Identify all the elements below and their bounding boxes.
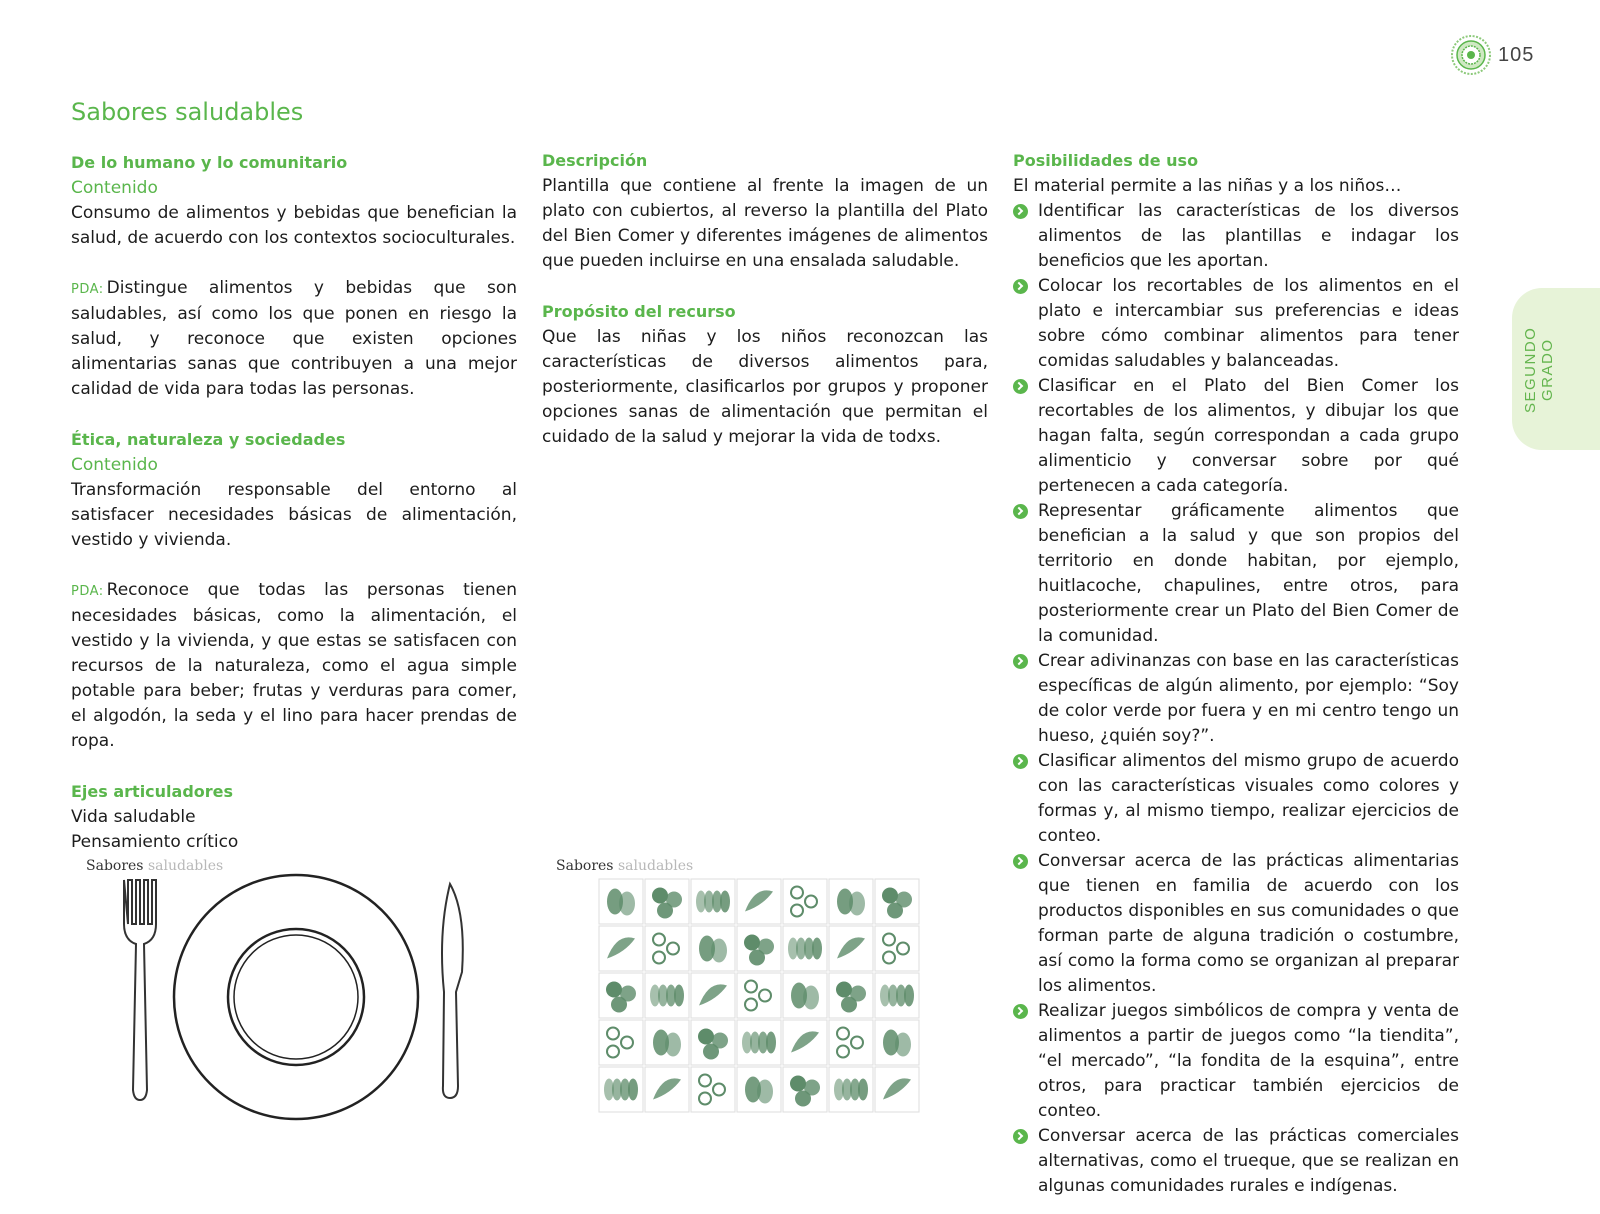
page-title: Sabores saludables	[71, 98, 304, 126]
food-cutout-icon	[691, 879, 735, 924]
uses-list	[1013, 199, 1459, 1199]
pda-label: PDA:	[71, 282, 104, 297]
pda-paragraph	[71, 578, 517, 754]
food-cutout-icon	[599, 926, 643, 971]
food-cutout-icon	[829, 926, 873, 971]
food-cutout-icon	[829, 1020, 873, 1065]
food-cutout-icon	[599, 1020, 643, 1065]
food-cutout-icon	[875, 1020, 919, 1065]
chevron-bullet-icon	[1013, 279, 1028, 294]
plate-icon	[174, 875, 418, 1119]
food-cutout-icon	[783, 1067, 827, 1112]
food-cutout-icon	[645, 1020, 689, 1065]
chevron-bullet-icon	[1013, 1129, 1028, 1144]
chevron-bullet-icon	[1013, 1004, 1028, 1019]
plate-template-illustration	[110, 872, 480, 1122]
pda-text: Distingue alimentos y bebidas que son saludables, así como los que ponen en riesgo la salud, y reconoce que existen opciones alimentarias sanas que contribuyen a una mejor calidad de vida para todas las personas.	[71, 278, 517, 399]
ejes-heading: Ejes articuladores	[71, 782, 234, 801]
food-cutout-icon	[691, 1020, 735, 1065]
knife-icon	[442, 884, 463, 1098]
food-cutout-icon	[875, 926, 919, 971]
description-body: Plantilla que contiene al frente la imagen de un plato con cubiertos, al reverso la plantilla del Plato del Bien Comer y diferentes imágenes de alimentos que pueden incluirse en una ensalada saludable.	[542, 176, 988, 271]
food-cutout-icon	[783, 926, 827, 971]
food-cutout-icon	[829, 1067, 873, 1112]
eje-item: Vida saludable	[71, 807, 196, 827]
food-cutout-icon	[599, 879, 643, 924]
eje-item: Pensamiento crítico	[71, 832, 239, 852]
list-item: Clasificar en el Plato del Bien Comer los recortables de los alimentos, y dibujar los que hagan falta, según correspondan a cada grupo alimenticio y conversar sobre por qué pertenecen a cada categoría.	[1013, 374, 1459, 499]
pda-label: PDA:	[71, 584, 104, 599]
fork-icon	[124, 880, 156, 1100]
chevron-bullet-icon	[1013, 504, 1028, 519]
left-column	[71, 150, 517, 855]
list-item: Realizar juegos simbólicos de compra y venta de alimentos a partir de juegos como “la tiendita”, “el mercado”, “la fondita de la esquina”, entre otros, para practicar también ejercicios de conteo.	[1013, 999, 1459, 1124]
section-heading: Ética, naturaleza y sociedades	[71, 430, 346, 449]
pda-paragraph	[71, 276, 517, 402]
food-cutout-icon	[645, 879, 689, 924]
food-cutout-icon	[691, 973, 735, 1018]
middle-column	[542, 148, 988, 450]
food-cutout-icon	[875, 973, 919, 1018]
food-cutout-icon	[875, 879, 919, 924]
food-cutout-icon	[691, 926, 735, 971]
chevron-bullet-icon	[1013, 654, 1028, 669]
description-heading: Descripción	[542, 151, 648, 170]
food-cutout-icon	[737, 926, 781, 971]
section-body: Transformación responsable del entorno al satisfacer necesidades básicas de alimentación, vestido y vivienda.	[71, 480, 517, 550]
food-cutout-icon	[691, 1067, 735, 1112]
food-cutout-icon	[783, 879, 827, 924]
list-item: Conversar acerca de las prácticas comerciales alternativas, como el trueque, que se realizan en algunas comunidades rurales e indígenas.	[1013, 1124, 1459, 1199]
purpose-heading: Propósito del recurso	[542, 302, 736, 321]
food-cutout-icon	[875, 1067, 919, 1112]
food-cutout-icon	[645, 1067, 689, 1112]
list-item: Crear adivinanzas con base en las características específicas de algún alimento, por ejemplo: “Soy de color verde por fuera y en mi centro tengo un hueso, ¿quién soy?”.	[1013, 649, 1459, 749]
medallion-icon	[1450, 34, 1492, 76]
chevron-bullet-icon	[1013, 379, 1028, 394]
food-cutout-icon	[829, 879, 873, 924]
pda-text: Reconoce que todas las personas tienen necesidades básicas, como la alimentación, el vestido y la vivienda, y que estas se satisfacen con recursos de la naturaleza, como el agua simple potable para beber; frutas y verduras para comer, el algodón, la seda y el lino para hacer prendas de ropa.	[71, 580, 517, 751]
section-heading: De lo humano y lo comunitario	[71, 153, 348, 172]
section-body: Consumo de alimentos y bebidas que benefician la salud, de acuerdo con los contextos socioculturales.	[71, 203, 517, 248]
food-cutout-icon	[829, 973, 873, 1018]
list-item: Conversar acerca de las prácticas alimentarias que tienen en familia de acuerdo con los productos disponibles en sus comunidades o que forman parte de alguna tradición o costumbre, así como la forma como se organizan al preparar los alimentos.	[1013, 849, 1459, 999]
list-item: Identificar las características de los diversos alimentos de las plantillas e indagar los beneficios que les aportan.	[1013, 199, 1459, 274]
grade-tab-label: SEGUNDO GRADO	[1522, 326, 1556, 414]
chevron-bullet-icon	[1013, 204, 1028, 219]
food-cutouts-grid	[598, 878, 930, 1118]
uses-intro: El material permite a las niñas y a los niños…	[1013, 176, 1402, 196]
food-cutout-icon	[737, 1020, 781, 1065]
food-cutout-icon	[737, 1067, 781, 1112]
food-cutout-icon	[737, 973, 781, 1018]
uses-heading: Posibilidades de uso	[1013, 151, 1199, 170]
list-item: Colocar los recortables de los alimentos en el plato e intercambiar sus preferencias e ideas sobre cómo combinar alimentos para tener comidas saludables y balanceadas.	[1013, 274, 1459, 374]
figure-caption: Sabores saludables	[86, 858, 224, 874]
list-item: Representar gráficamente alimentos que benefician a la salud y que son propios del territorio en donde habitan, por ejemplo, huitlacoche, chapulines, entre otros, para posteriormente crear un Plato del Bien Comer de la comunidad.	[1013, 499, 1459, 649]
section-subheading: Contenido	[71, 455, 158, 475]
right-column	[1013, 148, 1459, 1199]
food-cutout-icon	[783, 973, 827, 1018]
list-item: Clasificar alimentos del mismo grupo de acuerdo con las características visuales como colores y formas y, al mismo tiempo, realizar ejercicios de conteo.	[1013, 749, 1459, 849]
food-cutout-icon	[599, 1067, 643, 1112]
chevron-bullet-icon	[1013, 754, 1028, 769]
food-cutout-icon	[737, 879, 781, 924]
section-subheading: Contenido	[71, 178, 158, 198]
food-cutout-icon	[783, 1020, 827, 1065]
food-cutout-icon	[645, 973, 689, 1018]
figure-caption: Sabores saludables	[556, 858, 694, 874]
page-number: 105	[1498, 44, 1535, 66]
food-cutout-icon	[645, 926, 689, 971]
purpose-body: Que las niñas y los niños reconozcan las características de diversos alimentos para, posteriormente, clasificarlos por grupos y proponer opciones sanas de alimentación que permitan el cuidado de la salud y mejorar la vida de todxs.	[542, 327, 988, 447]
food-cutout-icon	[599, 973, 643, 1018]
chevron-bullet-icon	[1013, 854, 1028, 869]
